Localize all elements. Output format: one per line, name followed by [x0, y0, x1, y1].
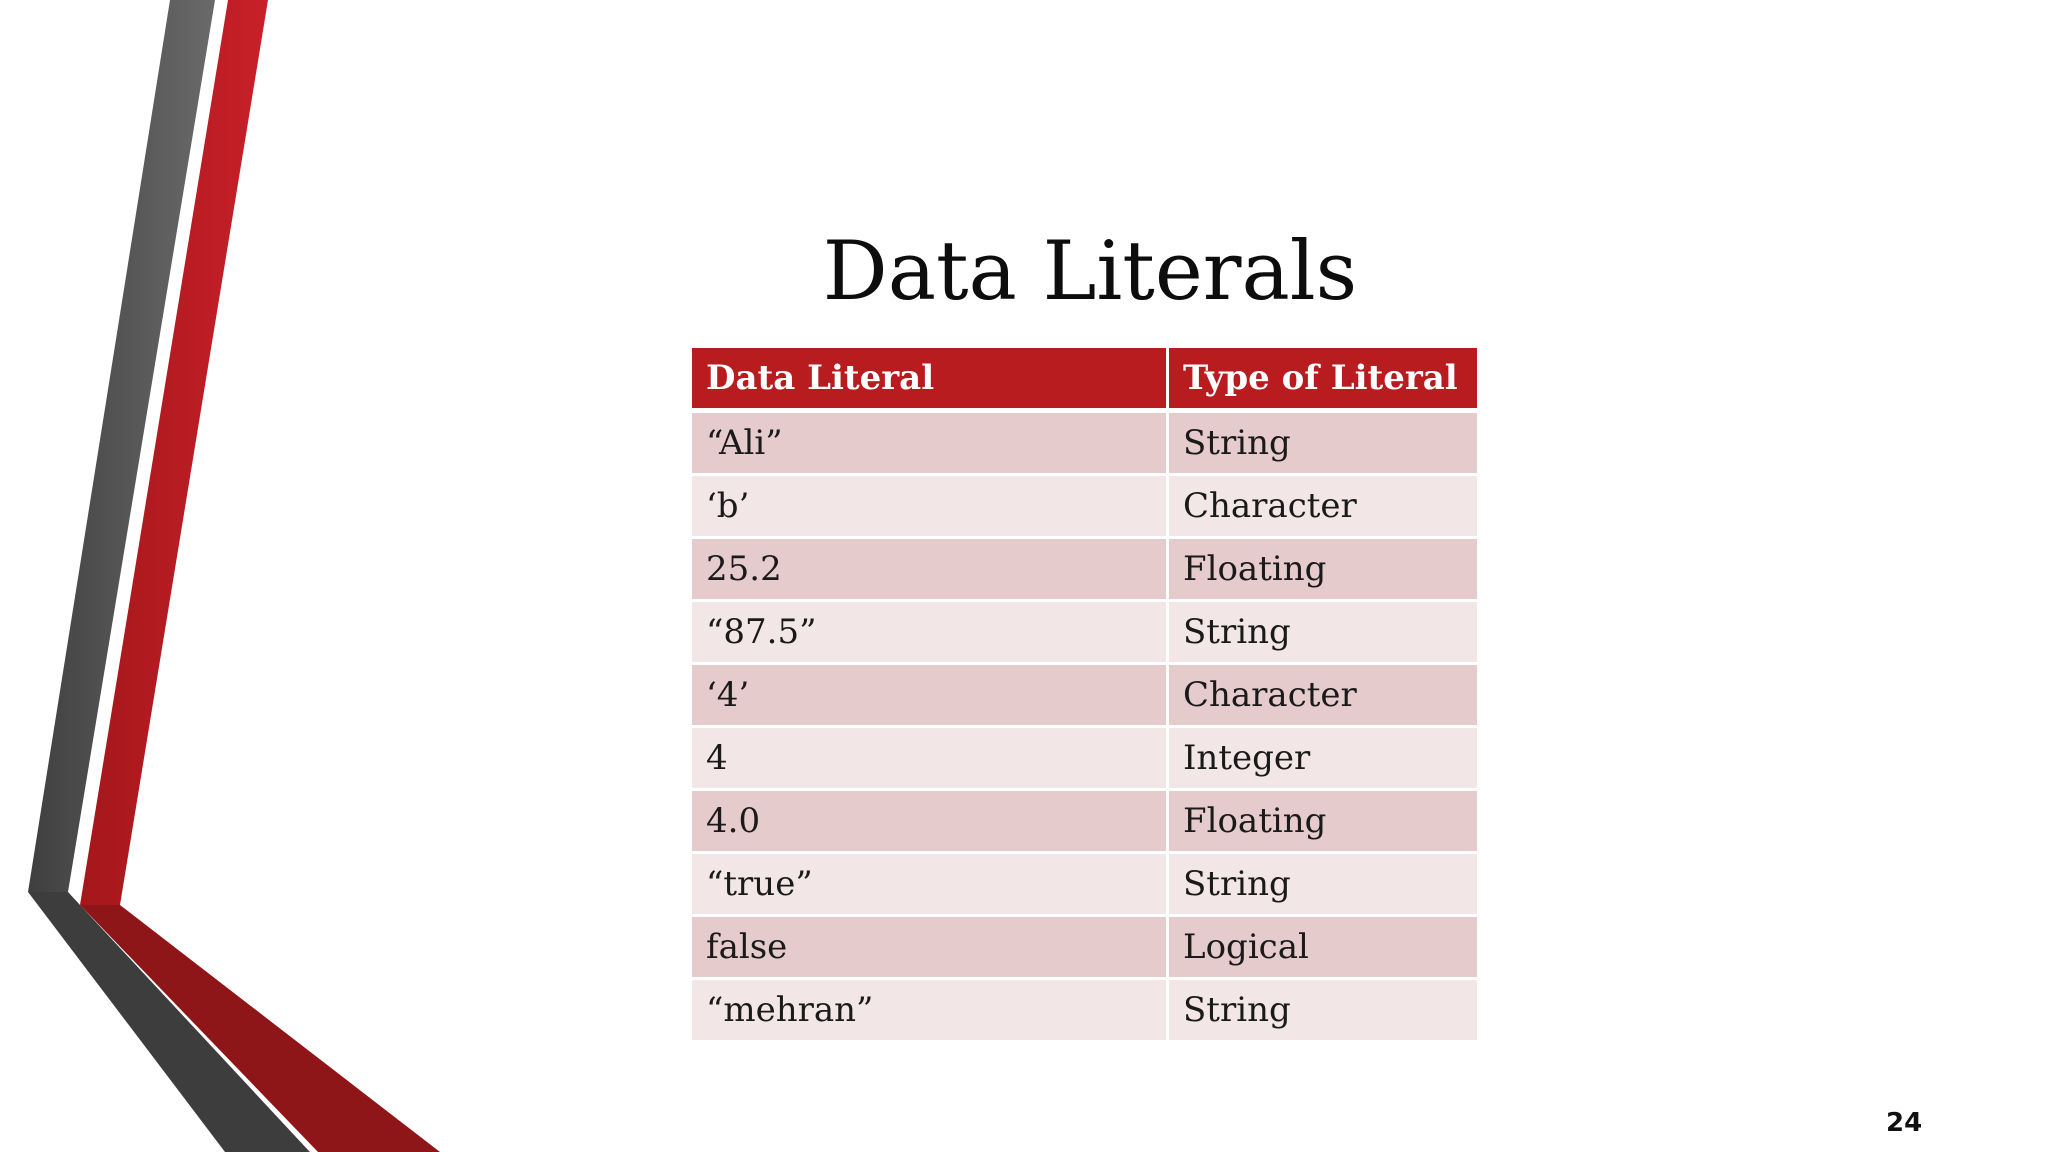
table-row: [691, 538, 1479, 601]
cell-literal: 4.0: [691, 790, 1168, 853]
table-row: [691, 411, 1479, 475]
cell-type: String: [1168, 601, 1479, 664]
cell-literal: “Ali”: [691, 411, 1168, 475]
page-number: 24: [1886, 1108, 1923, 1138]
table-row: [691, 601, 1479, 664]
table-row: [691, 790, 1479, 853]
cell-type: Character: [1168, 475, 1479, 538]
table-row: [691, 916, 1479, 979]
cell-literal: false: [691, 916, 1168, 979]
cell-type: String: [1168, 853, 1479, 916]
cell-type: Floating: [1168, 538, 1479, 601]
table-row: [691, 475, 1479, 538]
cell-type: Floating: [1168, 790, 1479, 853]
cell-literal: 25.2: [691, 538, 1168, 601]
table-header-row: [691, 347, 1479, 411]
cell-literal: ‘b’: [691, 475, 1168, 538]
cell-type: Character: [1168, 664, 1479, 727]
data-literals-table: [689, 345, 1480, 1043]
header-data-literal: Data Literal: [691, 347, 1168, 411]
table-row: [691, 664, 1479, 727]
cell-literal: 4: [691, 727, 1168, 790]
table-row: [691, 853, 1479, 916]
cell-type: Logical: [1168, 916, 1479, 979]
cell-literal: “87.5”: [691, 601, 1168, 664]
header-type-of-literal: Type of Literal: [1168, 347, 1479, 411]
table-row: [691, 727, 1479, 790]
cell-literal: “true”: [691, 853, 1168, 916]
cell-type: String: [1168, 979, 1479, 1042]
slide-title: Data Literals: [822, 225, 1358, 319]
cell-type: String: [1168, 411, 1479, 475]
cell-type: Integer: [1168, 727, 1479, 790]
cell-literal: ‘4’: [691, 664, 1168, 727]
table-row: [691, 979, 1479, 1042]
cell-literal: “mehran”: [691, 979, 1168, 1042]
